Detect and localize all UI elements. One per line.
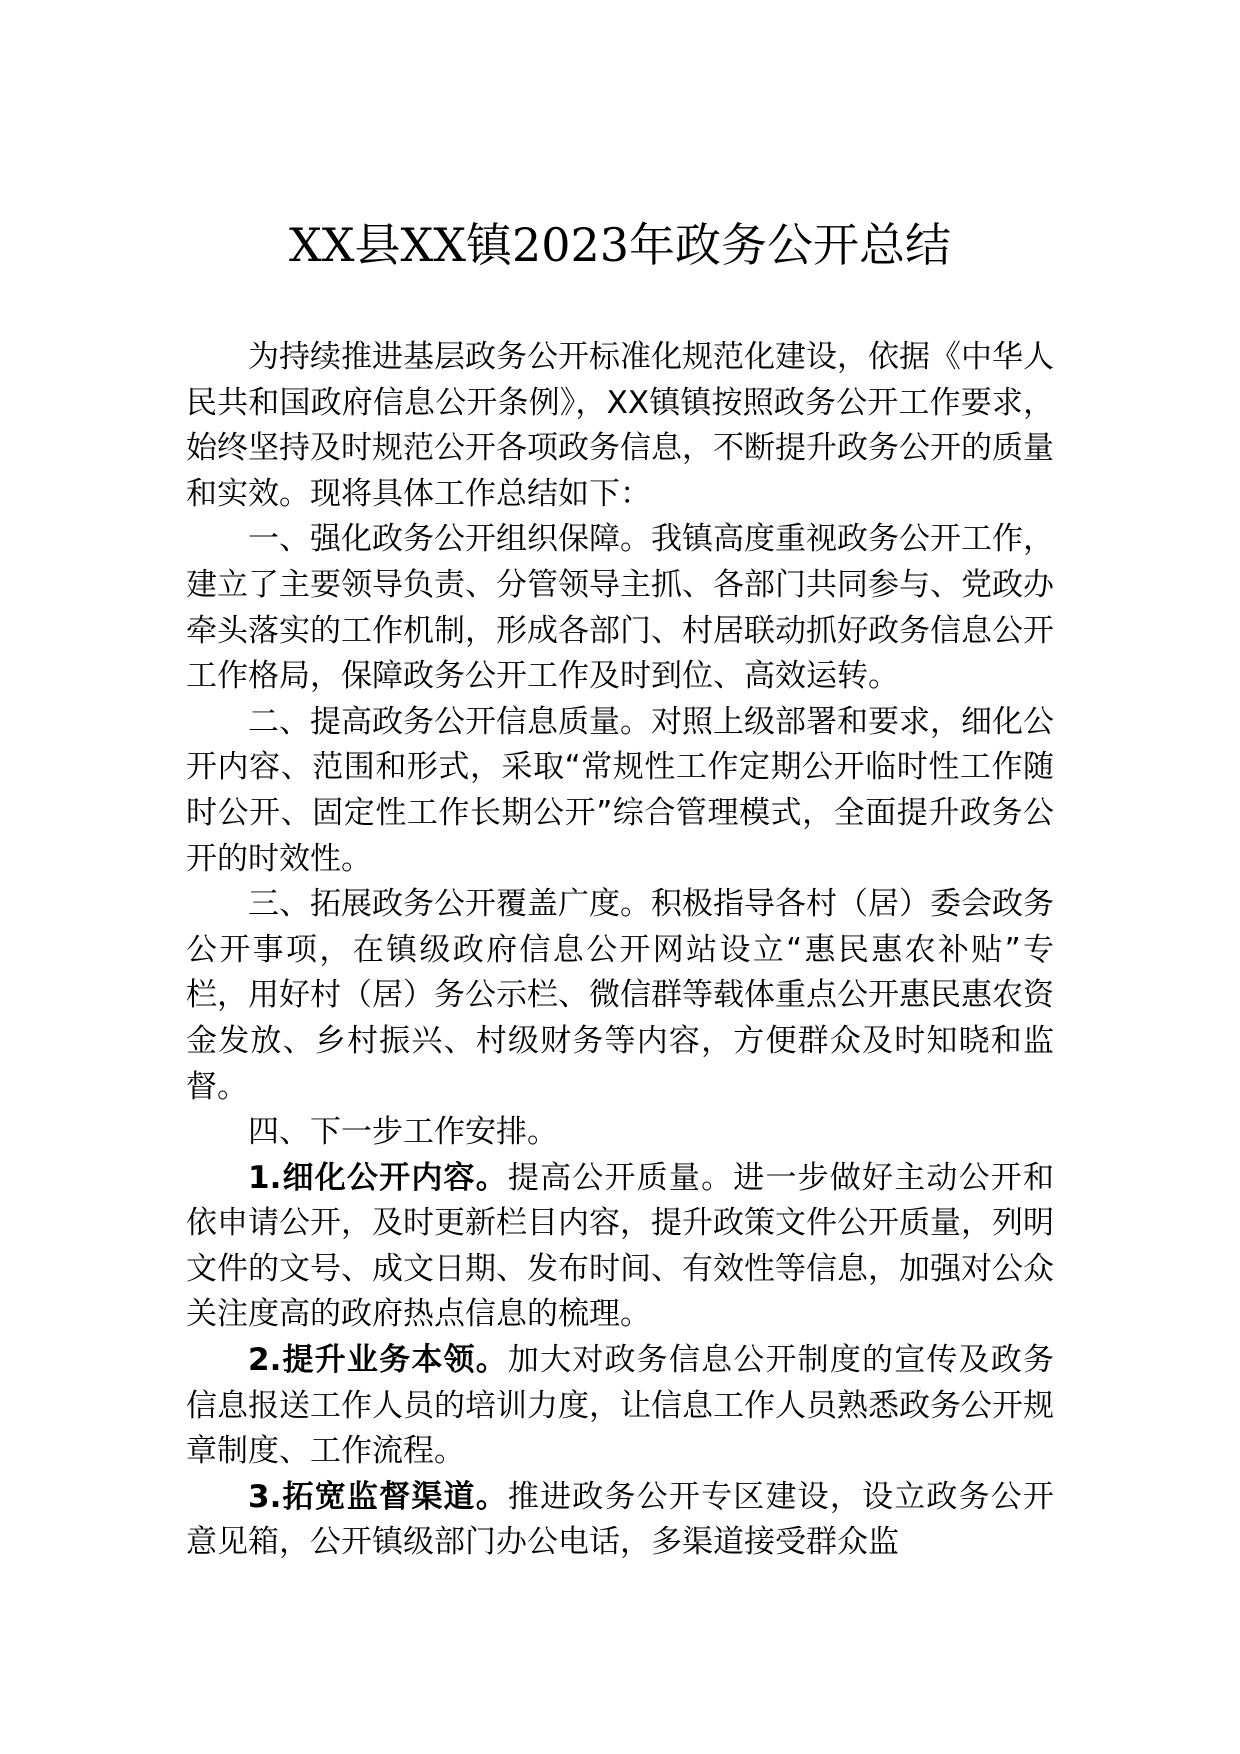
paragraph-lead: 3.拓宽监督渠道。: [248, 1478, 508, 1515]
paragraph-text: 提高公开质量。进一步做好主动公开和依申请公开，及时更新栏目内容，提升政策文件公开质量，列明文件的文号、成文日期、发布时间、有效性等信息，加强对公众关注度高的政府热点信息的梳理。: [186, 1159, 1054, 1333]
paragraph-section-2: [186, 700, 1054, 882]
paragraph-lead: 1.细化公开内容。: [248, 1159, 508, 1196]
paragraph-section-3: [186, 882, 1054, 1110]
paragraph-text: 三、拓展政务公开覆盖广度。积极指导各村（居）委会政务公开事项，在镇级政府信息公开网站设立“惠民惠农补贴”专栏，用好村（居）务公示栏、微信群等载体重点公开惠民惠农资金发放、乡村振兴、村级财务等内容，方便群众及时知晓和监督。: [186, 886, 1054, 1105]
paragraph-text: 加大对政务信息公开制度的宣传及政务信息报送工作人员的培训力度，让信息工作人员熟悉政务公开规章制度、工作流程。: [186, 1342, 1054, 1470]
paragraph-intro: [186, 335, 1054, 517]
paragraph-item-2: [186, 1338, 1054, 1475]
paragraph-item-3: [186, 1475, 1054, 1566]
paragraph-text: 推进政务公开专区建设，设立政务公开意见箱，公开镇级部门办公电话，多渠道接受群众监: [186, 1478, 1054, 1561]
paragraph-text: 为持续推进基层政务公开标准化规范化建设，依据《中华人民共和国政府信息公开条例》，XX镇镇按照政务公开工作要求，始终坚持及时规范公开各项政务信息，不断提升政务公开的质量和实效。现将具体工作总结如下：: [186, 339, 1054, 512]
paragraph-item-1: [186, 1156, 1054, 1338]
paragraph-section-4: [186, 1110, 1054, 1156]
paragraph-lead: 2.提升业务本领。: [248, 1342, 508, 1379]
paragraph-text: 四、下一步工作安排。: [248, 1114, 558, 1151]
paragraph-section-1: [186, 517, 1054, 699]
document-body: [186, 335, 1054, 1566]
paragraph-text: 一、强化政务公开组织保障。我镇高度重视政务公开工作，建立了主要领导负责、分管领导主抓、各部门共同参与、党政办牵头落实的工作机制，形成各部门、村居联动抓好政务信息公开工作格局，保障政务公开工作及时到位、高效运转。: [186, 521, 1054, 695]
paragraph-text: 二、提高政务公开信息质量。对照上级部署和要求，细化公开内容、范围和形式，采取“常规性工作定期公开临时性工作随时公开、固定性工作长期公开”综合管理模式，全面提升政务公开的时效性。: [186, 703, 1054, 877]
document-title: XX县XX镇2023年政务公开总结: [288, 218, 952, 272]
